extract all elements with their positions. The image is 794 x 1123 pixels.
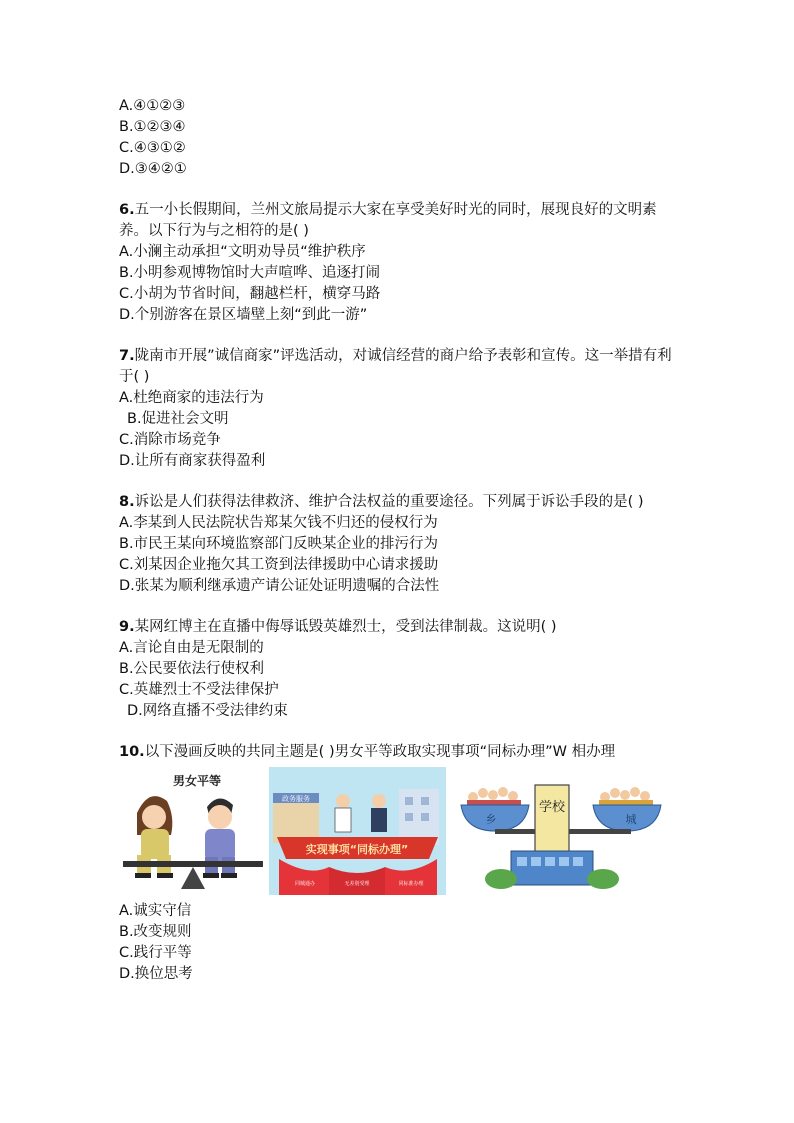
gender-equality-comic <box>119 767 267 895</box>
comic-caption: 男女平等 <box>172 774 222 788</box>
bowl-label-left: 乡 <box>485 813 497 826</box>
option-b: B.改变规则 <box>119 924 192 940</box>
question-10 <box>119 742 679 985</box>
option-a: A.诚实守信 <box>119 903 192 919</box>
question-stem: 10.以下漫画反映的共同主题是( )男女平等政取实现事项“同标办理”W 相办理 <box>119 744 616 760</box>
option-a: A.言论自由是无限制的 <box>119 640 264 656</box>
option-c: C.英雄烈士不受法律保护 <box>119 682 279 698</box>
question-stem: 9.某网红博主在直播中侮辱诋毁英雄烈士，受到法律制裁。这说明( ) <box>119 619 557 635</box>
option-d: D.换位思考 <box>119 966 193 982</box>
hand-tag: 无差别受理 <box>344 881 370 887</box>
option-a: A.李某到人民法院状告郑某欠钱不归还的侵权行为 <box>119 515 438 531</box>
question-stem: 7.陇南市开展”诚信商家”评选活动，对诚信经营的商户给予表彰和宣传。这一举措有利于( ) <box>119 348 672 385</box>
question-number: 7. <box>119 348 135 364</box>
option-b: B.①②③④ <box>119 119 186 135</box>
document-page <box>119 96 679 985</box>
service-sign: 政务服务 <box>282 795 310 803</box>
bowl-label-right: 城 <box>625 813 637 826</box>
option-b: B.市民王某向环境监察部门反映某企业的排污行为 <box>119 536 439 552</box>
question-number: 9. <box>119 619 135 635</box>
question-7 <box>119 346 679 472</box>
banner-text: 实现事项“同标办理” <box>305 843 409 856</box>
option-d: D.网络直播不受法律约束 <box>127 703 288 719</box>
question-stem: 8.诉讼是人们获得法律救济、维护合法权益的重要途径。下列属于诉讼手段的是( ) <box>119 494 644 510</box>
previous-question-options <box>119 96 679 180</box>
question-number: 8. <box>119 494 135 510</box>
option-a: A.小澜主动承担“文明劝导员“维护秩序 <box>119 244 366 260</box>
question-number: 10. <box>119 744 145 760</box>
comic-strip <box>119 767 679 895</box>
option-b: B.促进社会文明 <box>127 411 229 427</box>
option-d: D.让所有商家获得盈利 <box>119 453 266 469</box>
question-9 <box>119 617 679 722</box>
option-c: C.刘某因企业拖欠其工资到法律援助中心请求援助 <box>119 557 439 573</box>
question-8 <box>119 492 679 597</box>
option-b: B.公民要依法行使权利 <box>119 661 265 677</box>
hand-tag: 同城通办 <box>294 881 316 887</box>
option-a: A.杜绝商家的违法行为 <box>119 390 264 406</box>
option-a: A.④①②③ <box>119 98 186 114</box>
option-d: D.张某为顺利继承遗产请公证处证明遗嘱的合法性 <box>119 578 440 594</box>
option-d: D.③④②① <box>119 161 187 177</box>
same-standard-comic <box>269 767 446 895</box>
option-c: C.④③①② <box>119 140 186 156</box>
option-c: C.消除市场竞争 <box>119 432 221 448</box>
pillar-label: 学校 <box>538 800 566 815</box>
question-stem: 6.五一小长假期间，兰州文旅局提示大家在享受美好时光的同时，展现良好的文明素养。以下行为与之相符的是( ) <box>119 202 657 239</box>
school-balance-comic <box>455 767 677 895</box>
option-c: C.小胡为节省时间，翻越栏杆，横穿马路 <box>119 286 381 302</box>
option-c: C.践行平等 <box>119 945 192 961</box>
option-d: D.个别游客在景区墙壁上刻“到此一游” <box>119 307 368 323</box>
question-6 <box>119 200 679 326</box>
question-number: 6. <box>119 202 135 218</box>
option-b: B.小明参观博物馆时大声喧哗、追逐打闹 <box>119 265 381 281</box>
hand-tag: 同标准办理 <box>398 881 424 887</box>
